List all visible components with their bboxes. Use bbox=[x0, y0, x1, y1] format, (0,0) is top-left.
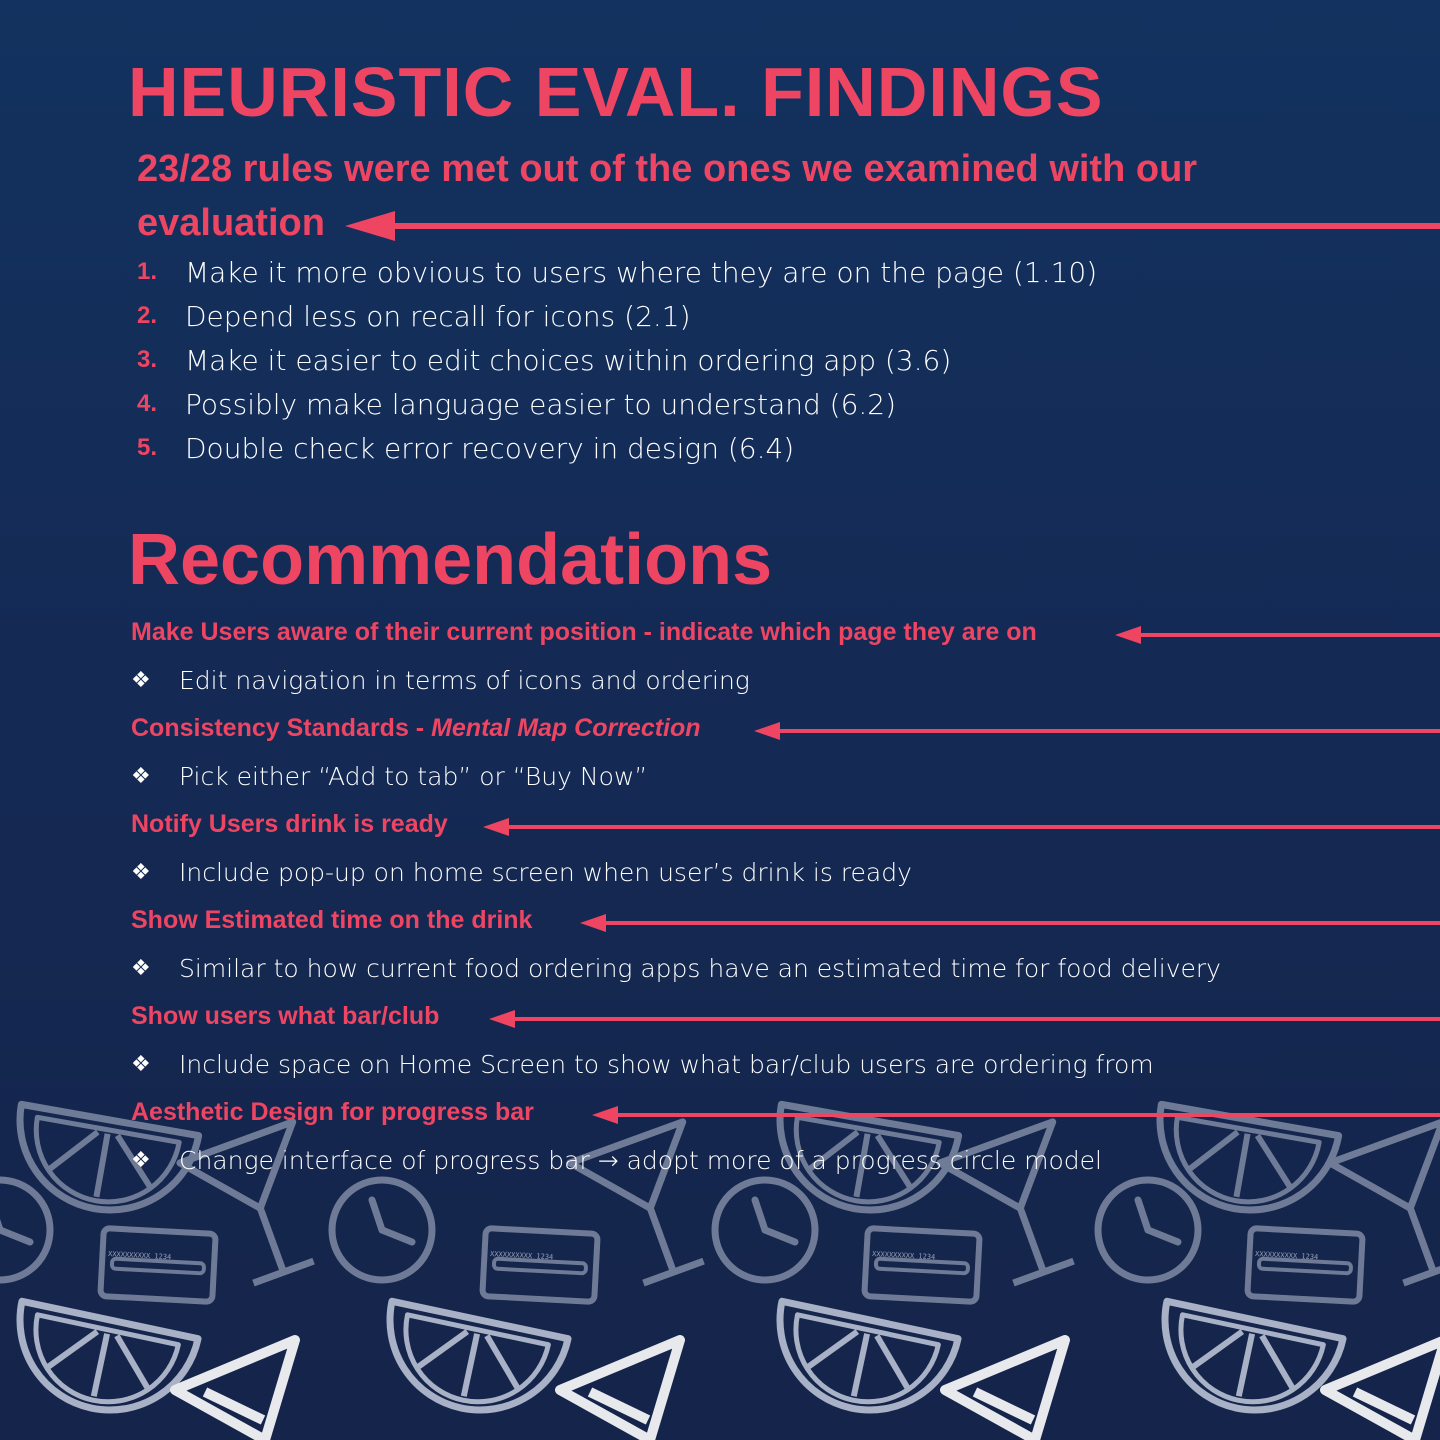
recommendation-bullet bbox=[131, 951, 1221, 985]
arrow-left-icon bbox=[345, 211, 1440, 241]
recommendation-heading-italic: Mental Map Correction bbox=[431, 714, 701, 742]
summary-text: 23/28 rules were met out of the ones we examined with our evaluation bbox=[137, 148, 1198, 244]
recommendation-text: Change interface of progress bar → adopt more of a progress circle model bbox=[179, 1145, 1102, 1175]
diamond-bullet-icon: ❖ bbox=[131, 955, 151, 981]
recommendation-text: Include pop-up on home screen when user’s drink is ready bbox=[179, 857, 912, 887]
list-number: 4. bbox=[137, 390, 158, 417]
recommendation-text: Edit navigation in terms of icons and ordering bbox=[179, 665, 750, 695]
recommendation-block bbox=[131, 711, 701, 793]
card-number-text: XXXXXXXXXX 1234 bbox=[489, 1250, 554, 1262]
list-number: 1. bbox=[137, 258, 158, 285]
recommendation-block bbox=[131, 615, 1037, 697]
findings-list bbox=[137, 250, 1097, 470]
list-item-text: Make it easier to edit choices within ordering app (3.6) bbox=[185, 343, 952, 377]
list-item-text: Depend less on recall for icons (2.1) bbox=[185, 299, 691, 333]
list-item-text: Possibly make language easier to understand (6.2) bbox=[185, 387, 897, 421]
recommendation-text: Pick either “Add to tab” or “Buy Now” bbox=[179, 761, 648, 791]
list-item bbox=[137, 426, 1097, 470]
recommendation-heading: Show Estimated time on the drink bbox=[131, 906, 533, 934]
arrow-left-icon bbox=[489, 1005, 1440, 1033]
diamond-bullet-icon: ❖ bbox=[131, 1147, 151, 1173]
diamond-bullet-icon: ❖ bbox=[131, 763, 151, 789]
recommendation-bullet bbox=[131, 1047, 1154, 1081]
card-number-text: XXXXXXXXXX 1234 bbox=[1254, 1250, 1319, 1262]
recommendation-text: Similar to how current food ordering apps have an estimated time for food delivery bbox=[179, 953, 1221, 983]
arrow-left-icon bbox=[754, 717, 1440, 745]
list-number: 2. bbox=[137, 302, 158, 329]
arrow-left-icon bbox=[1115, 621, 1440, 649]
list-item-text: Make it more obvious to users where they are on the page (1.10) bbox=[185, 255, 1098, 289]
arrow-left-icon bbox=[592, 1101, 1440, 1129]
list-item bbox=[137, 382, 1097, 426]
diamond-bullet-icon: ❖ bbox=[131, 859, 151, 885]
recommendation-bullet bbox=[131, 663, 1037, 697]
page-title: HEURISTIC EVAL. FINDINGS bbox=[128, 53, 1104, 131]
recommendation-heading: Aesthetic Design for progress bar bbox=[131, 1098, 534, 1126]
list-item bbox=[137, 294, 1097, 338]
card-number-text: XXXXXXXXXX 1234 bbox=[871, 1250, 936, 1262]
recommendation-heading: Show users what bar/club bbox=[131, 1002, 440, 1030]
list-number: 5. bbox=[137, 434, 158, 461]
recommendation-text: Include space on Home Screen to show what bar/club users are ordering from bbox=[179, 1049, 1154, 1079]
recommendation-heading: Notify Users drink is ready bbox=[131, 810, 448, 838]
recommendation-bullet bbox=[131, 855, 912, 889]
list-item bbox=[137, 250, 1097, 294]
recommendation-bullet bbox=[131, 759, 701, 793]
diamond-bullet-icon: ❖ bbox=[131, 667, 151, 693]
recommendation-heading: Make Users aware of their current position - indicate which page they are on bbox=[131, 618, 1037, 646]
card-number-text: XXXXXXXXXX 1234 bbox=[107, 1250, 172, 1262]
diamond-bullet-icon: ❖ bbox=[131, 1051, 151, 1077]
recommendations-title: Recommendations bbox=[128, 520, 773, 600]
arrow-left-icon bbox=[483, 813, 1440, 841]
recommendation-bullet bbox=[131, 1143, 1102, 1177]
recommendation-heading: Consistency Standards - Mental Map Correction bbox=[131, 714, 701, 742]
list-number: 3. bbox=[137, 346, 158, 373]
list-item-text: Double check error recovery in design (6.4) bbox=[185, 431, 795, 465]
arrow-left-icon bbox=[580, 909, 1440, 937]
list-item bbox=[137, 338, 1097, 382]
